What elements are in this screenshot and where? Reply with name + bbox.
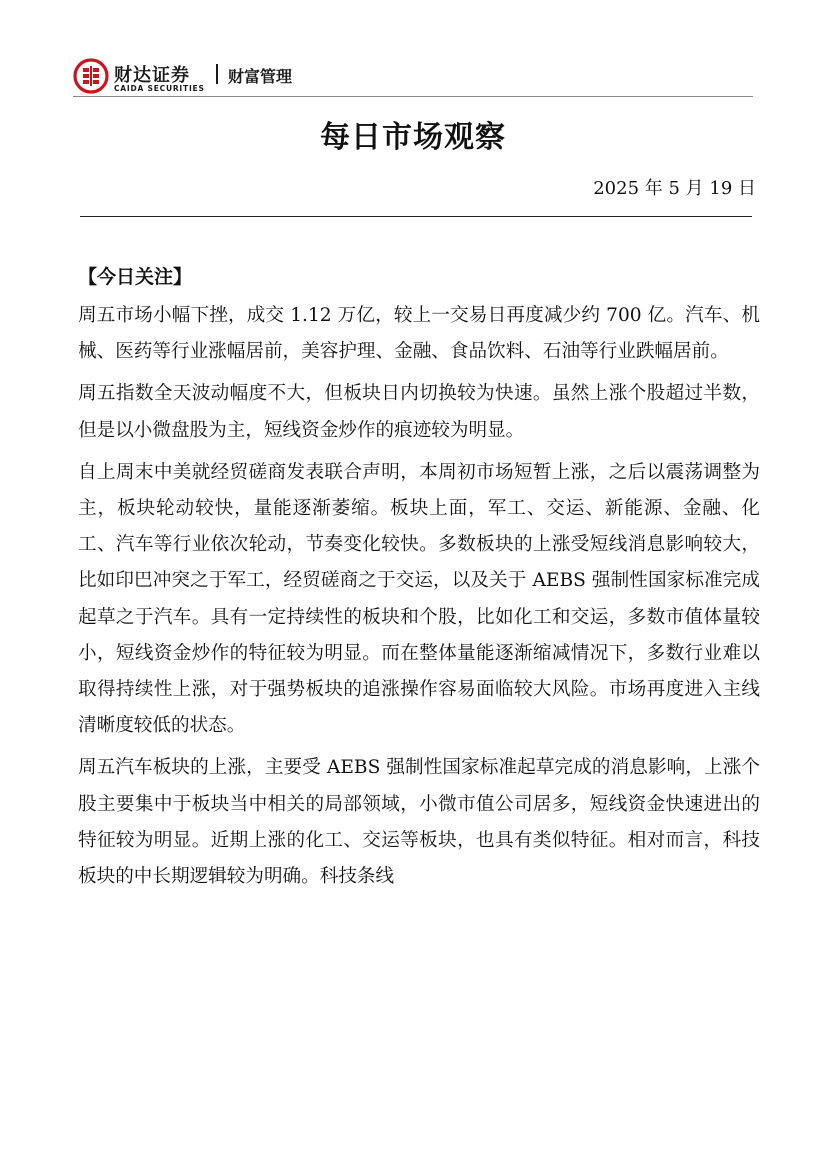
- brand-subtitle: 财富管理: [228, 67, 293, 86]
- body-paragraph: 周五市场小幅下挫，成交 1.12 万亿，较上一交易日再度减少约 700 亿。汽车、机械、医药等行业涨幅居前，美容护理、金融、食品饮料、石油等行业跌幅居前。: [78, 305, 760, 363]
- document-title: 每日市场观察: [320, 120, 506, 155]
- document-body: [78, 298, 760, 901]
- body-paragraph: 周五指数全天波动幅度不大，但板块日内切换较为快速。虽然上涨个股超过半数，但是以小微盘股为主，短线资金炒作的痕迹较为明显。: [78, 383, 760, 441]
- body-paragraph: 自上周末中美就经贸磋商发表联合声明，本周初市场短暂上涨，之后以震荡调整为主，板块轮动较快，量能逐渐萎缩。板块上面，军工、交运、新能源、金融、化工、汽车等行业依次轮动，节奏变化较快。多数板块的上涨受短线消息影响较大，比如印巴冲突之于军工，经贸磋商之于交运，以及关于 AEBS 强制性国家标准完成起草之于汽车。具有一定持续性的板块和个股，比如化工和交运，多数市值体量较小，短线资金炒作的特征较为明显。而在整体量能逐渐缩减情况下，多数行业难以取得持续性上涨，对于强势板块的追涨操作容易面临较大风险。市场再度进入主线清晰度较低的状态。: [78, 461, 760, 737]
- brand-name: 财达证券: [114, 65, 190, 86]
- section-heading: 【今日关注】: [78, 266, 193, 288]
- brand-name-en: CAIDA SECURITIES: [114, 84, 205, 93]
- caida-logo-icon: [73, 58, 109, 94]
- page-header: [73, 58, 753, 98]
- header-rule: [73, 96, 753, 97]
- date-rule: [80, 216, 752, 217]
- brand-divider: [216, 64, 218, 84]
- body-paragraph: 周五汽车板块的上涨，主要受 AEBS 强制性国家标准起草完成的消息影响，上涨个股主要集中于板块当中相关的局部领域，小微市值公司居多，短线资金快速进出的特征较为明显。近期上涨的化工、交运等板块，也具有类似特征。相对而言，科技板块的中长期逻辑较为明确。科技条线: [78, 757, 760, 888]
- document-date: 2025 年 5 月 19 日: [593, 178, 756, 199]
